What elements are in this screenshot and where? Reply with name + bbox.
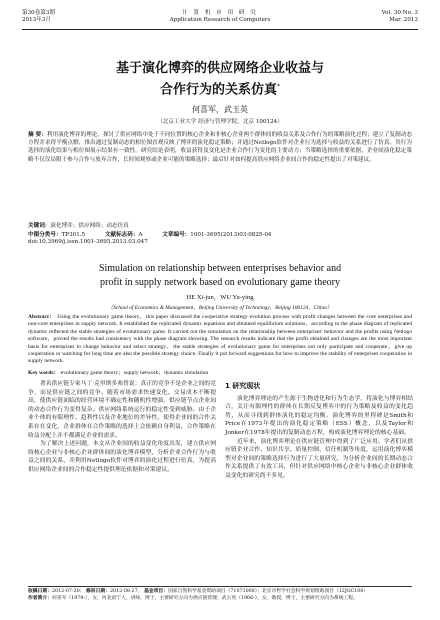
abstract-en-text: Using the evolutionary game theory，this paper discussed the cooperative strategy evolution process with profit changes between the core enterprises and non-core enterprises in supply network. It established the replicated dynamic equations and obtained equilibrium solutions，according to the phase diagram of replicated dynamic reflected the stable strategies of evolutionary game. It carried out the simulation on the relationship between enterprises' behavior and the profits using Netlogo software，proved the results had consistency with the phase diagram showing. The research results indicate that the profit obtained and changes are the most important basis for enterprises to change behavior and select strategy，the stable strategies of evolutionary game for enterprises not only participate and cooperate，give up cooperation or watching for long time are also the possible strategy choice. Finally it put forward suggestions for how to improve the stability of enterprises cooperation in supply network. bbox=[28, 314, 412, 365]
authors-en: HE Xi-jun，WU Yu-ying bbox=[186, 294, 254, 301]
date-cn: 2013年3月 bbox=[22, 17, 51, 23]
keywords-cn bbox=[28, 221, 412, 229]
body-column-right bbox=[225, 380, 413, 481]
abstract-en bbox=[28, 314, 412, 366]
volume-en: Vol. 30 No. 3 bbox=[381, 10, 418, 16]
keywords-en-text: evolutionary game theory；supply network；dynamic simulation bbox=[60, 370, 209, 376]
journal-name-cn: 计 算 机 应 用 研 究 bbox=[182, 10, 258, 16]
abstract-cn-label: 摘 要： bbox=[28, 132, 47, 138]
abstract-cn bbox=[28, 131, 412, 164]
intro-paragraph-2: 为了解决上述问题，本文从企业间的收益变化角度出发，建立供应网络核心企业与非核心企业群体间的演化博弈模型，分析企业合作行为与收益之间的关系，并利用Netlogo软件对博弈的演化过程进行仿真，为提高供应网络企业间的合作稳定性提供理论依据和对策建议。 bbox=[28, 441, 216, 473]
keywords-en bbox=[28, 368, 412, 376]
doi: doi:10.3969/j.issn.1001-3695.2013.03.047 bbox=[28, 239, 148, 245]
clc-number: 中图分类号：TP301.5 bbox=[28, 232, 86, 238]
affiliation-cn: （北京工业大学 经济与管理学院，北京 100124） bbox=[157, 119, 283, 125]
title-en-line2: profit in supply network based on evolutionary game theory bbox=[100, 277, 340, 288]
section-paragraph-2: 近年来，演化博弈理论在供应链管理中得到了广泛应用。学者们从供应链企业合作、知识共享、质量控制、信任机制等角度，运用演化博弈模型对企业间的策略选择行为进行了大量研究，为分析企业间的长期动态合作关系提供了有效工具，但针对供应网络中核心企业与非核心企业群体收益变化的研究尚不多见。 bbox=[225, 438, 413, 479]
header-center bbox=[22, 10, 418, 24]
document-code: 文献标志码：A bbox=[104, 232, 143, 238]
page-header bbox=[22, 8, 418, 30]
keywords-cn-text: 演化博弈；供应网络；动态仿真 bbox=[50, 223, 129, 229]
classification-cn bbox=[28, 230, 412, 238]
section-heading: 1 研究现状 bbox=[225, 382, 261, 390]
title-en bbox=[40, 262, 400, 290]
affiliation-en: （School of Economics & Management，Beijing University of Technology，Beijing 100124，China） bbox=[107, 305, 333, 311]
title-footnote-mark: * bbox=[277, 83, 280, 90]
abstract-en-label: Abstract： bbox=[28, 314, 56, 320]
header-right bbox=[382, 10, 418, 24]
revised-date: 2012-08-27 bbox=[110, 589, 138, 594]
fund-info: 国家自然科学基金资助项目（71071008）；北京市哲学社会科学规划资助项目（12JGC106） bbox=[168, 589, 369, 594]
keywords-cn-label: 关键词： bbox=[28, 223, 51, 229]
footnote bbox=[28, 586, 412, 602]
footnote-bio: 作者简介：何喜军（1979-），女，河北肃宁人，讲师，博士，主要研究方向为供应链管理；武玉英（1966-），女，教授，博士，主要研究方向为系统工程。 bbox=[28, 595, 358, 601]
date-en: Mar. 2013 bbox=[389, 17, 418, 23]
footnote-dates: 收稿日期：2012-07-20； 修回日期：2012-08-27。 基金项目：国家自然科学基金资助项目（71071008）；北京市哲学社会科学规划资助项目（12JGC106） bbox=[28, 589, 369, 594]
journal-name-en: Application Research of Computers bbox=[169, 17, 271, 23]
authors-cn: 何喜军，武玉英 bbox=[192, 105, 248, 114]
received-date: 2012-07-20 bbox=[52, 589, 80, 594]
volume-cn: 第30卷第3期 bbox=[22, 10, 56, 16]
title-cn-line2: 合作行为的关系仿真* bbox=[159, 82, 280, 98]
title-cn bbox=[40, 60, 400, 99]
keywords-en-label: Key words： bbox=[28, 370, 60, 376]
section-paragraph-1: 演化博弈理论的产生源于生物进化和行为生态学，将演化与博弈相结合，关注有限理性的群体在长期反复博弈中的行为策略及收益的变化趋势，从而寻找到群体演化的稳定均衡。演化博弈的里程碑是Smith和Price在1973年提出的演化稳定策略（ESS）概念，以及Taylor和Jonker在1978年提出的复制动态方程，构成演化博弈理论的核心基础。 bbox=[225, 395, 413, 436]
article-number: 文章编号：1001-3695(2013)03-0825-04 bbox=[162, 232, 272, 238]
author-bio: 何喜军（1979-），女，河北肃宁人，讲师，博士，主要研究方向为供应链管理；武玉英（1966-），女，教授，博士，主要研究方向为系统工程。 bbox=[52, 595, 358, 601]
intro-paragraph-1: 著名供应链专家马丁·克里斯多弗曾说：真正的竞争不是企业之间的竞争，而是供应链之间的竞争。随着市场需求快速变化、交易成本不断提高，使供应链面临的经营环境不确定性和随机性增强，供应链节点企业间的动态合作行为变得复杂。供应网络系统运行的稳定性受到威胁。由于企业个体的有限理性、趋利性以及企业地位的差异性，使得企业间的合作关系存在变化，企业群体在合作策略的选择上会依赖自身利益，合作策略在收益分配上并不都满足企业的需求。 bbox=[28, 381, 216, 439]
body-column-left bbox=[28, 380, 216, 475]
title-cn-line1: 基于演化博弈的供应网络企业收益与 bbox=[115, 61, 324, 76]
abstract-cn-text: 利用演化博弈的理论，探讨了供应网络中处于不同位置的核心企业和非核心企业两个群体间的收益关系及合作行为的策略演化过程；建立了复制动态方程并求得平衡点解，推出通过复制动态的相位图直观反映了博弈的演化稳定策略；并通过Netlogo软件对企业行为选择与收益的关系进行了仿真，其行为选择的演化结果与相位图展示结果有一致性。研究结论表明，收益获得及变化是企业合作行为变化的主要动力；当策略选择的重要依据，企业间演化稳定策略不仅仅局限于参与合作与放弃合作，长时间观察或企业可能的策略选择；最后针对如何提高供应网络企业间合作的稳定性提出了对策建议。 bbox=[28, 132, 412, 163]
title-en-line1: Simulation on relationship between enterprises behavior and bbox=[98, 263, 342, 274]
